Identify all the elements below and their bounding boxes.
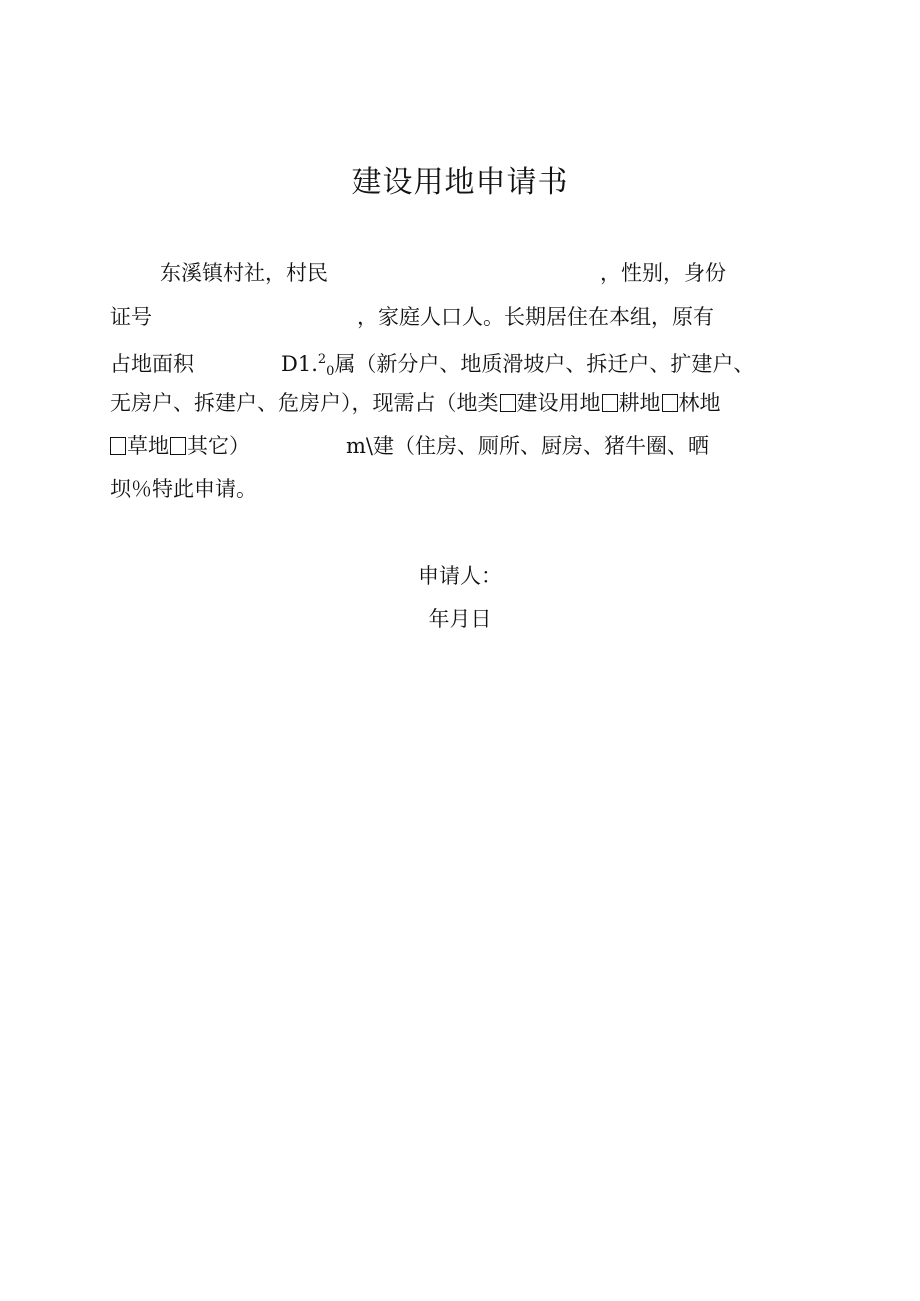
checkbox-other[interactable] [170,437,186,455]
line3-text-b: 属（新分户、地质滑坡户、拆迁户、扩建户、 [334,352,755,376]
paragraph-line-1 [110,258,820,288]
line2-text-b: ，家庭人口人。长期居住在本组，原有 [357,305,714,329]
line4-option-3: 林地 [678,391,721,415]
line4-option-2: 耕地 [618,391,661,415]
line5-option-5: 其它） [187,434,250,458]
paragraph-line-2 [110,302,820,332]
line3-superscript: 2 [317,352,327,367]
line4-text-a: 无房户、拆建户、危房户），现需占（地类 [110,391,499,415]
line5-text-b: 建（住房、厕所、厨房、猪牛圈、晒 [373,434,709,458]
checkbox-farmland[interactable] [602,394,618,412]
line1-text-a: 东溪镇村社，村民 [160,261,328,285]
paragraph-line-6 [110,474,820,504]
line2-text-a: 证号 [110,305,152,329]
checkbox-grassland[interactable] [110,437,126,455]
paragraph-line-3 [110,345,820,387]
checkbox-forest-land[interactable] [662,394,678,412]
paragraph-line-5 [110,431,820,461]
line5-serif-unit: m\ [346,434,373,458]
date-label: 年月日 [428,607,492,631]
checkbox-construction-land[interactable] [500,394,516,412]
line4-option-1: 建设用地 [516,391,601,415]
line3-serif-code: D1. [281,352,318,376]
line3-text-a: 占地面积 [110,352,194,376]
line6-text: 坝％特此申请。 [110,477,257,501]
applicant-label: 申请人： [418,564,502,588]
page-title: 建设用地申请书 [351,165,569,200]
line3-subscript: 0 [326,364,335,379]
line1-text-b: ，性别，身份 [600,261,726,285]
line5-option-4: 草地 [127,434,169,458]
paragraph-line-4 [110,388,820,418]
